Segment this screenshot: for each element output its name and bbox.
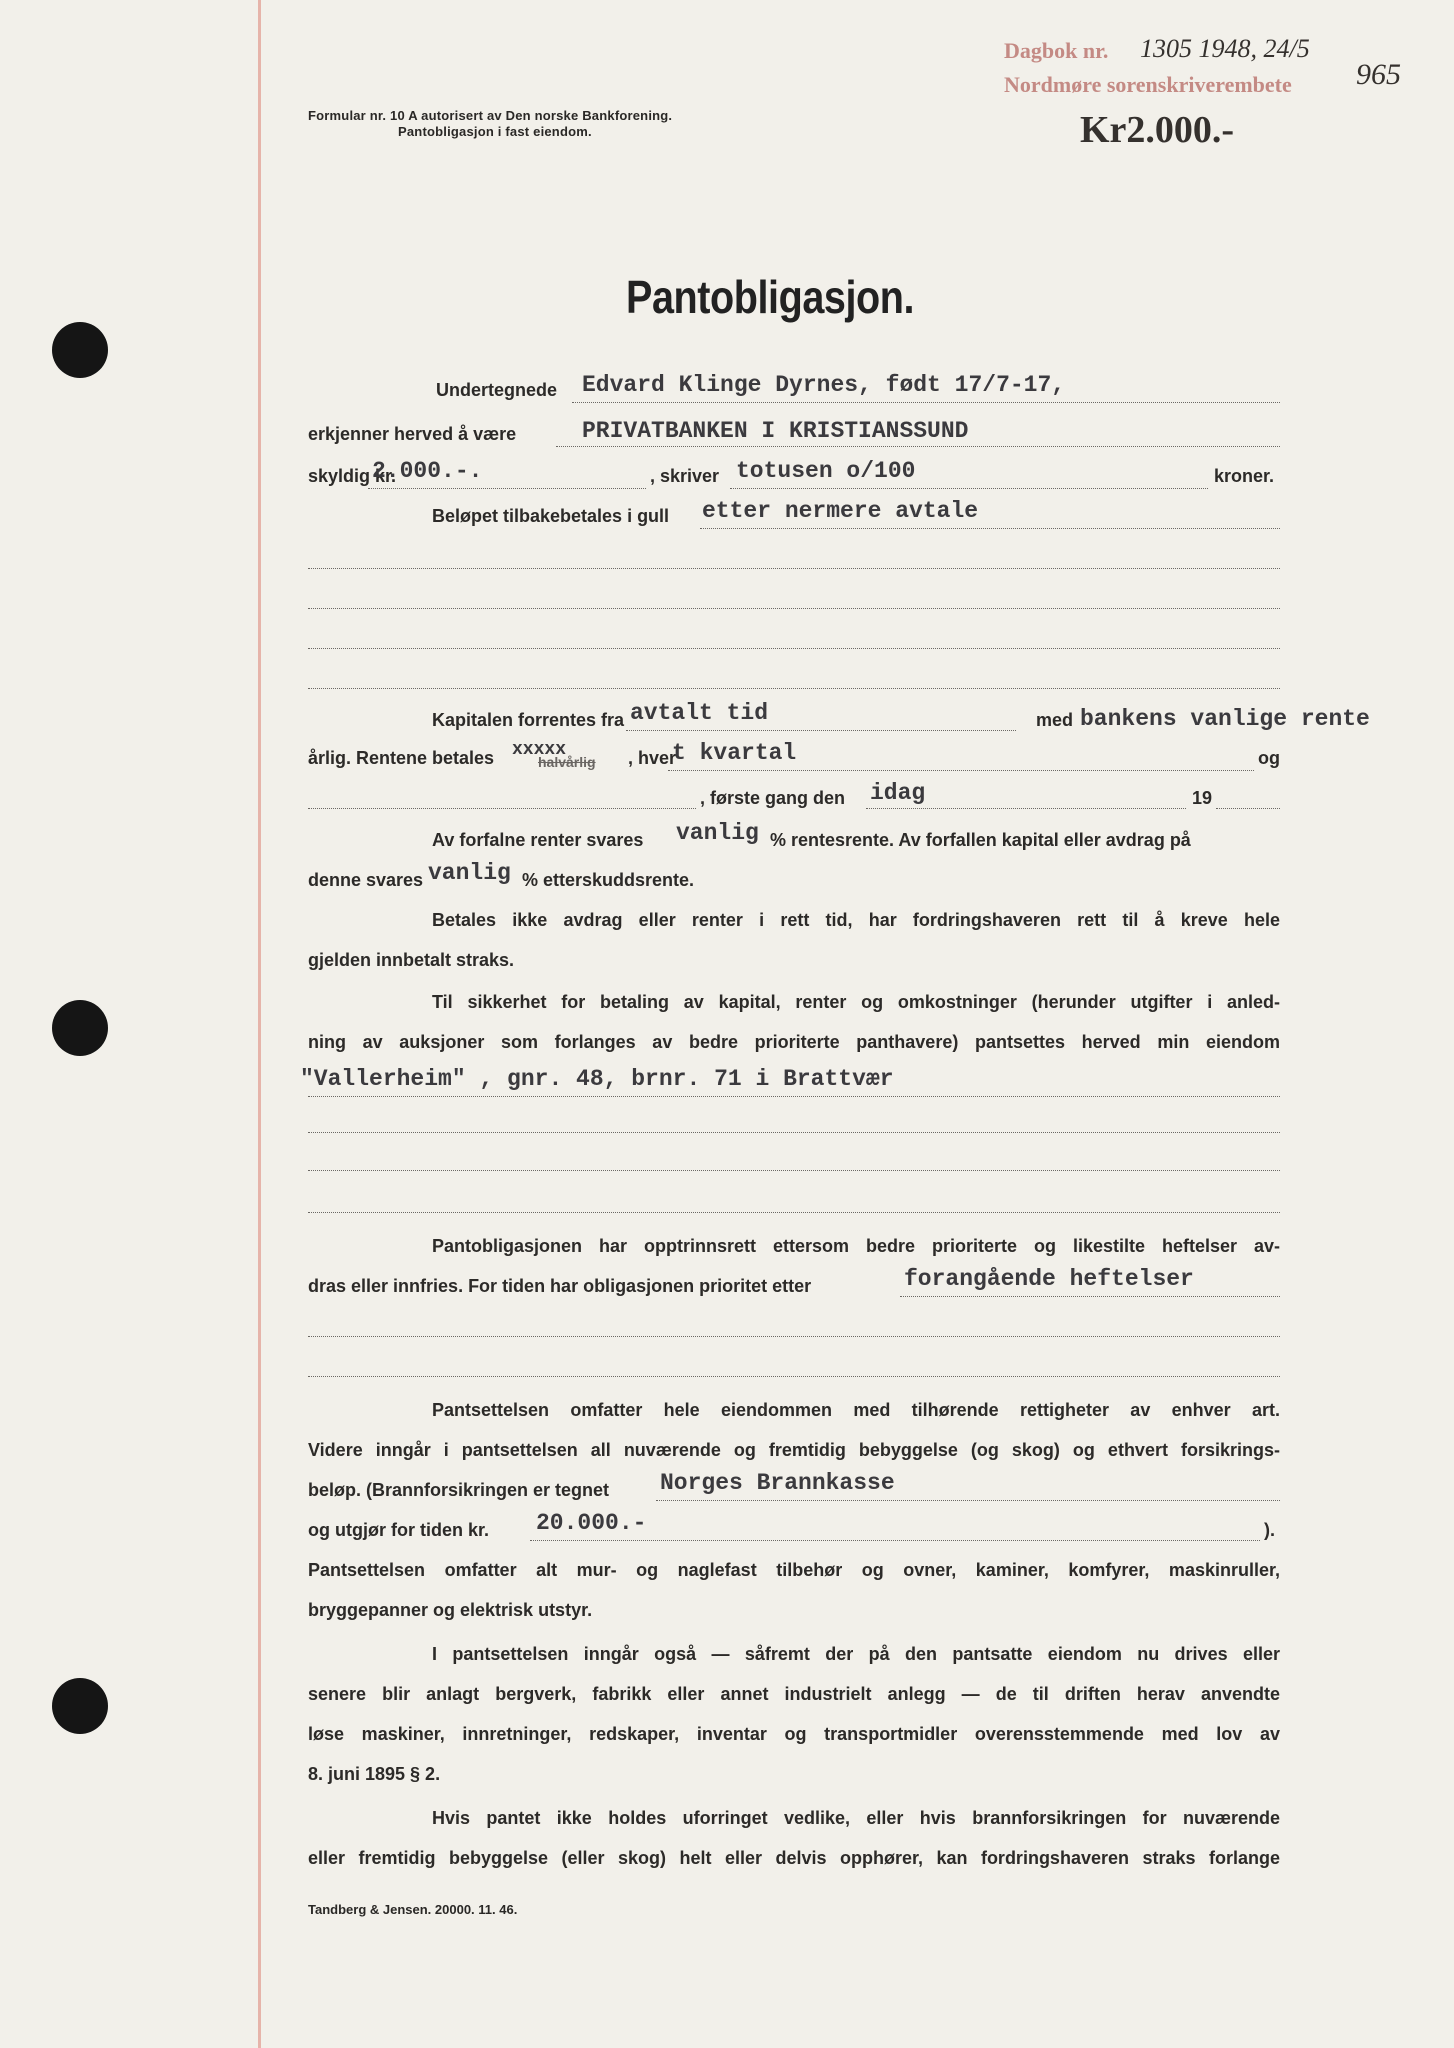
page-title: Pantobligasjon. [626, 271, 915, 323]
betales-line-2: gjelden innbetalt straks. [308, 950, 515, 970]
belopet-label: Beløpet tilbakebetales i gull [432, 506, 670, 526]
opptrinn-line-1: Pantobligasjonen har opptrinnsrett ettersom bedre prioriterte og likestilte heftelser av- [432, 1236, 1280, 1256]
utgjor-value: 20.000.- [536, 1510, 647, 1536]
stamp-dagbok: Dagbok nr. [1004, 38, 1109, 63]
kapital-label: Kapitalen forrentes fra [432, 710, 625, 730]
punch-hole [52, 1000, 108, 1056]
med-label: med [1036, 710, 1074, 730]
inngar-line-1: I pantsettelsen inngår også — såfremt der på den pantsatte eiendom nu drives eller [432, 1644, 1280, 1664]
kroner-label: kroner. [1214, 466, 1275, 486]
hvis-line-1: Hvis pantet ikke holdes uforringet vedlike, eller hvis brannforsikringen for nuværende [432, 1808, 1280, 1828]
inngar-line-4: 8. juni 1895 § 2. [308, 1764, 441, 1784]
handwritten-folio: 965 [1356, 58, 1401, 91]
arlig-strike: xxxxx [512, 740, 567, 760]
hver-value: t kvartal [672, 740, 797, 766]
murfast-line-2: bryggepanner og elektrisk utstyr. [308, 1600, 593, 1620]
og-label: og [1258, 748, 1280, 768]
omfatter-line-3: beløp. (Brannforsikringen er tegnet [308, 1480, 610, 1500]
utgjor-end: ). [1264, 1520, 1275, 1540]
betales-line-1: Betales ikke avdrag eller renter i rett tid, har fordringshaveren rett til å kreve hele [432, 910, 1280, 930]
prioritet-value: forangående heftelser [904, 1266, 1194, 1292]
skriver-label: , skriver [650, 466, 720, 486]
undertegnede-label: Undertegnede [436, 380, 558, 400]
form-line-1: Formular nr. 10 A autorisert av Den norske Bankforening. [308, 108, 673, 123]
belopet-value: etter nermere avtale [702, 498, 979, 524]
halvarlig-struck: halvårlig [538, 754, 596, 770]
denne-value: vanlig [428, 860, 511, 886]
med-value: bankens vanlige rente [1080, 706, 1370, 732]
erkjenner-label: erkjenner herved å være [308, 424, 517, 444]
nitten-label: 19 [1192, 788, 1213, 808]
utgjor-label: og utgjør for tiden kr. [308, 1520, 489, 1540]
arlig-label: årlig. Rentene betales [308, 748, 495, 768]
punch-hole [52, 322, 108, 378]
skyldig-value: 2.000.-. [372, 458, 483, 484]
forfalne-pre: Av forfalne renter svares [432, 830, 644, 850]
hvis-line-2: eller fremtidig bebyggelse (eller skog) helt eller delvis opphører, kan fordringshaveren straks forlange [308, 1848, 1280, 1868]
handwritten-number: 1305 1948, 24/5 [1140, 34, 1310, 63]
forfalne-post: % rentesrente. Av forfallen kapital eller avdrag på [770, 830, 1191, 850]
amount-top: Kr2.000.- [1080, 109, 1235, 151]
punch-hole [52, 1678, 108, 1734]
erkjenner-value: PRIVATBANKEN I KRISTIANSSUND [582, 418, 969, 444]
printer-footer: Tandberg & Jensen. 20000. 11. 46. [308, 1902, 518, 1917]
sikkerhet-line-1: Til sikkerhet for betaling av kapital, renter og omkostninger (herunder utgifter i anled- [432, 992, 1280, 1012]
forste-value: idag [870, 780, 926, 806]
omfatter-line-1: Pantsettelsen omfatter hele eiendommen med tilhørende rettigheter av enhver art. [432, 1400, 1280, 1420]
murfast-line-1: Pantsettelsen omfatter alt mur- og naglefast tilbehør og ovner, kaminer, komfyrer, maskinruller, [308, 1560, 1280, 1580]
stamp-nordmore: Nordmøre sorenskriverembete [1004, 72, 1292, 97]
kapital-value: avtalt tid [630, 700, 769, 726]
inngar-line-2: senere blir anlagt bergverk, fabrikk eller annet industrielt anlegg — de til driften herav anvendte [308, 1684, 1280, 1704]
margin-line [258, 0, 261, 2048]
skyldig-label: skyldig kr. [308, 466, 397, 486]
brann-value: Norges Brannkasse [660, 1470, 895, 1496]
form-line-2: Pantobligasjon i fast eiendom. [398, 124, 592, 139]
opptrinn-line-2: dras eller innfries. For tiden har obligasjonen prioritet etter [308, 1276, 812, 1296]
denne-pre: denne svares [308, 870, 424, 890]
forfalne-value: vanlig [676, 820, 759, 846]
omfatter-line-2: Videre inngår i pantsettelsen all nuværende og fremtidig bebyggelse (og skog) og ethvert forsikrings- [308, 1440, 1280, 1460]
skriver-value: totusen o/100 [736, 458, 916, 484]
sikkerhet-line-2: ning av auksjoner som forlanges av bedre prioriterte panthavere) pantsettes herved min eiendom [308, 1032, 1280, 1052]
eiendom-value: "Vallerheim" , gnr. 48, brnr. 71 i Brattvær [300, 1066, 894, 1092]
forste-label: , første gang den [700, 788, 846, 808]
hver-label: , hver [628, 748, 677, 768]
denne-post: % etterskuddsrente. [522, 870, 695, 890]
undertegnede-value: Edvard Klinge Dyrnes, født 17/7-17, [582, 372, 1066, 398]
inngar-line-3: løse maskiner, innretninger, redskaper, inventar og transportmidler overensstemmende med lov av [308, 1724, 1280, 1744]
